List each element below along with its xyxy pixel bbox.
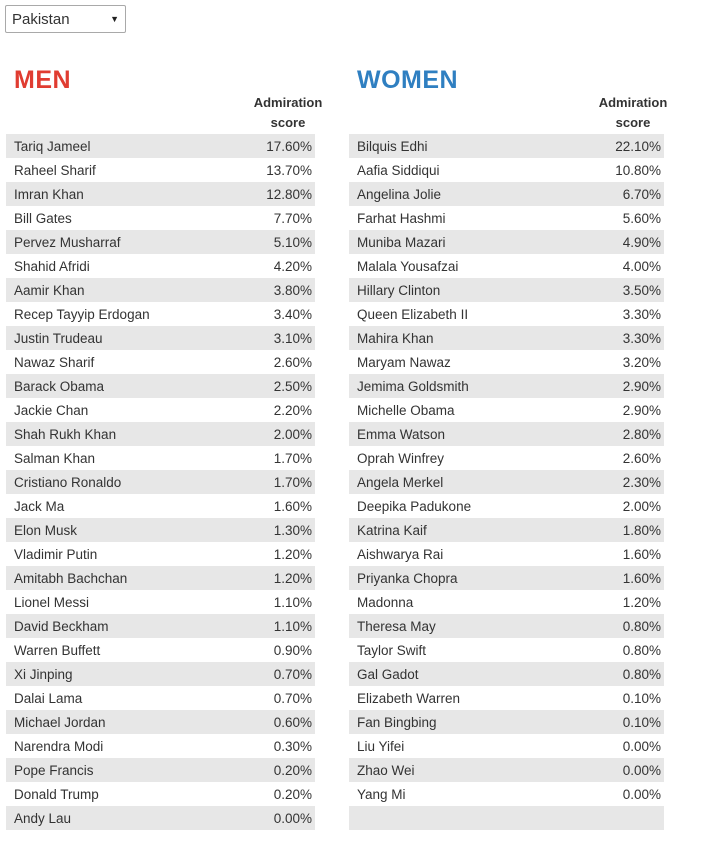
table-row xyxy=(349,446,664,470)
table-row xyxy=(349,542,664,566)
admiration-score: 2.90% xyxy=(622,402,661,418)
table-row xyxy=(6,590,315,614)
admiration-score: 2.80% xyxy=(622,426,661,442)
table-row xyxy=(6,422,315,446)
women-table xyxy=(349,134,664,830)
person-name: Maryam Nawaz xyxy=(357,354,451,370)
women-score-header-line1: Admiration xyxy=(598,95,668,110)
table-row xyxy=(349,206,664,230)
admiration-score: 4.20% xyxy=(273,258,312,274)
person-name: Shahid Afridi xyxy=(14,258,90,274)
table-row xyxy=(6,638,315,662)
person-name: Jack Ma xyxy=(14,498,65,514)
person-name: Justin Trudeau xyxy=(14,330,103,346)
person-name: Emma Watson xyxy=(357,426,446,442)
person-name: Taylor Swift xyxy=(357,642,427,658)
table-row xyxy=(6,734,315,758)
table-row xyxy=(349,158,664,182)
men-score-header-line1: Admiration xyxy=(253,95,323,110)
admiration-score: 7.70% xyxy=(273,210,312,226)
table-row xyxy=(6,254,315,278)
admiration-score: 0.80% xyxy=(622,666,661,682)
admiration-score: 0.10% xyxy=(622,714,661,730)
table-row xyxy=(6,230,315,254)
person-name: Narendra Modi xyxy=(14,738,104,754)
person-name: Queen Elizabeth II xyxy=(357,306,469,322)
person-name: Michelle Obama xyxy=(357,402,455,418)
person-name: Nawaz Sharif xyxy=(14,354,95,370)
table-row xyxy=(6,158,315,182)
admiration-score: 1.70% xyxy=(273,474,312,490)
person-name: Jemima Goldsmith xyxy=(357,378,469,394)
admiration-score: 3.40% xyxy=(273,306,312,322)
admiration-score: 2.60% xyxy=(622,450,661,466)
person-name: Theresa May xyxy=(357,618,436,634)
person-name: Shah Rukh Khan xyxy=(14,426,117,442)
person-name: Bilquis Edhi xyxy=(357,138,428,154)
table-row xyxy=(349,590,664,614)
person-name: Madonna xyxy=(357,594,414,610)
person-name: Amitabh Bachchan xyxy=(14,570,128,586)
person-name: Liu Yifei xyxy=(357,738,405,754)
person-name: Angela Merkel xyxy=(357,474,444,490)
table-row xyxy=(6,182,315,206)
women-score-header xyxy=(588,93,678,133)
table-row xyxy=(349,182,664,206)
admiration-score: 0.60% xyxy=(273,714,312,730)
person-name: Elon Musk xyxy=(14,522,78,538)
table-row xyxy=(349,734,664,758)
table-row xyxy=(6,374,315,398)
table-row xyxy=(6,758,315,782)
admiration-score: 12.80% xyxy=(266,186,312,202)
table-row xyxy=(6,302,315,326)
table-row xyxy=(6,134,315,158)
person-name: Pervez Musharraf xyxy=(14,234,121,250)
person-name: Yang Mi xyxy=(357,786,406,802)
admiration-score: 3.10% xyxy=(273,330,312,346)
admiration-score: 1.80% xyxy=(622,522,661,538)
admiration-score: 0.00% xyxy=(273,810,312,826)
table-row xyxy=(349,662,664,686)
table-row xyxy=(349,782,664,806)
person-name: Lionel Messi xyxy=(14,594,90,610)
table-row xyxy=(349,374,664,398)
admiration-score: 1.10% xyxy=(273,618,312,634)
admiration-score: 0.80% xyxy=(622,642,661,658)
table-row xyxy=(349,326,664,350)
table-row xyxy=(6,206,315,230)
table-row xyxy=(349,686,664,710)
table-row xyxy=(6,446,315,470)
table-row xyxy=(349,806,664,830)
person-name: Fan Bingbing xyxy=(357,714,437,730)
admiration-score: 0.00% xyxy=(622,786,661,802)
person-name: Elizabeth Warren xyxy=(357,690,461,706)
table-row xyxy=(6,278,315,302)
person-name: Salman Khan xyxy=(14,450,96,466)
person-name: Aafia Siddiqui xyxy=(357,162,440,178)
person-name: Mahira Khan xyxy=(357,330,434,346)
person-name: Imran Khan xyxy=(14,186,84,202)
person-name: Aishwarya Rai xyxy=(357,546,444,562)
admiration-score: 2.00% xyxy=(273,426,312,442)
admiration-score: 2.00% xyxy=(622,498,661,514)
admiration-score: 0.70% xyxy=(273,690,312,706)
admiration-score: 1.30% xyxy=(273,522,312,538)
admiration-score: 4.00% xyxy=(622,258,661,274)
person-name: Andy Lau xyxy=(14,810,72,826)
person-name: Gal Gadot xyxy=(357,666,419,682)
table-row xyxy=(6,542,315,566)
table-row xyxy=(349,278,664,302)
admiration-score: 13.70% xyxy=(266,162,312,178)
person-name: Dalai Lama xyxy=(14,690,83,706)
person-name: Priyanka Chopra xyxy=(357,570,458,586)
person-name: Pope Francis xyxy=(14,762,94,778)
admiration-score: 2.60% xyxy=(273,354,312,370)
person-name: Recep Tayyip Erdogan xyxy=(14,306,150,322)
admiration-score: 3.50% xyxy=(622,282,661,298)
admiration-score: 5.10% xyxy=(273,234,312,250)
admiration-score: 2.20% xyxy=(273,402,312,418)
table-row xyxy=(349,494,664,518)
admiration-score: 4.90% xyxy=(622,234,661,250)
admiration-score: 10.80% xyxy=(615,162,661,178)
admiration-score: 0.70% xyxy=(273,666,312,682)
admiration-score: 3.80% xyxy=(273,282,312,298)
table-row xyxy=(6,806,315,830)
person-name: Farhat Hashmi xyxy=(357,210,446,226)
men-score-header-line2: score xyxy=(270,115,306,130)
admiration-score: 1.60% xyxy=(622,546,661,562)
table-row xyxy=(349,134,664,158)
women-title: WOMEN xyxy=(357,66,459,94)
person-name: Vladimir Putin xyxy=(14,546,98,562)
women-score-header-line2: score xyxy=(615,115,651,130)
table-row xyxy=(349,566,664,590)
person-name: Cristiano Ronaldo xyxy=(14,474,122,490)
table-row xyxy=(6,782,315,806)
person-name: Hillary Clinton xyxy=(357,282,441,298)
admiration-score: 2.90% xyxy=(622,378,661,394)
admiration-score: 0.10% xyxy=(622,690,661,706)
table-row xyxy=(6,494,315,518)
admiration-score: 1.60% xyxy=(273,498,312,514)
admiration-score: 3.30% xyxy=(622,330,661,346)
person-name: Deepika Padukone xyxy=(357,498,472,514)
admiration-score: 0.30% xyxy=(273,738,312,754)
person-name: David Beckham xyxy=(14,618,109,634)
person-name: Zhao Wei xyxy=(357,762,415,778)
admiration-score: 3.30% xyxy=(622,306,661,322)
admiration-score: 2.50% xyxy=(273,378,312,394)
admiration-score: 0.00% xyxy=(622,762,661,778)
table-row xyxy=(6,686,315,710)
person-name: Michael Jordan xyxy=(14,714,106,730)
table-row xyxy=(349,302,664,326)
admiration-score: 3.20% xyxy=(622,354,661,370)
admiration-score: 6.70% xyxy=(622,186,661,202)
table-row xyxy=(6,398,315,422)
table-row xyxy=(349,254,664,278)
table-row xyxy=(6,710,315,734)
person-name: Oprah Winfrey xyxy=(357,450,445,466)
table-row xyxy=(6,566,315,590)
admiration-score: 2.30% xyxy=(622,474,661,490)
person-name: Malala Yousafzai xyxy=(357,258,459,274)
person-name: Bill Gates xyxy=(14,210,72,226)
person-name: Angelina Jolie xyxy=(357,186,442,202)
admiration-score: 1.20% xyxy=(622,594,661,610)
table-row xyxy=(6,614,315,638)
table-row xyxy=(6,350,315,374)
table-row xyxy=(349,614,664,638)
dropdown-arrow-icon: ▼ xyxy=(110,14,119,24)
person-name: Tariq Jameel xyxy=(14,138,91,154)
person-name: Donald Trump xyxy=(14,786,99,802)
table-row xyxy=(349,470,664,494)
table-row xyxy=(349,518,664,542)
admiration-score: 1.20% xyxy=(273,570,312,586)
table-row xyxy=(6,662,315,686)
admiration-score: 5.60% xyxy=(622,210,661,226)
table-row xyxy=(349,638,664,662)
men-score-header xyxy=(243,93,333,133)
admiration-score: 17.60% xyxy=(266,138,312,154)
table-row xyxy=(349,398,664,422)
admiration-score: 1.20% xyxy=(273,546,312,562)
person-name: Aamir Khan xyxy=(14,282,85,298)
person-name: Jackie Chan xyxy=(14,402,89,418)
person-name: Katrina Kaif xyxy=(357,522,427,538)
table-row xyxy=(6,326,315,350)
person-name: Raheel Sharif xyxy=(14,162,96,178)
table-row xyxy=(349,710,664,734)
admiration-score: 22.10% xyxy=(615,138,661,154)
admiration-score: 1.60% xyxy=(622,570,661,586)
person-name: Barack Obama xyxy=(14,378,105,394)
admiration-score: 1.70% xyxy=(273,450,312,466)
person-name: Muniba Mazari xyxy=(357,234,446,250)
table-row xyxy=(6,518,315,542)
table-row xyxy=(349,758,664,782)
country-select-value: Pakistan xyxy=(12,10,70,28)
person-name: Warren Buffett xyxy=(14,642,101,658)
table-row xyxy=(6,470,315,494)
table-row xyxy=(349,422,664,446)
country-select[interactable] xyxy=(5,5,126,33)
table-row xyxy=(349,350,664,374)
admiration-score: 0.20% xyxy=(273,762,312,778)
admiration-score: 1.10% xyxy=(273,594,312,610)
admiration-score: 0.80% xyxy=(622,618,661,634)
person-name: Xi Jinping xyxy=(14,666,73,682)
admiration-score: 0.20% xyxy=(273,786,312,802)
admiration-score: 0.00% xyxy=(622,738,661,754)
men-table xyxy=(6,134,315,830)
men-title: MEN xyxy=(14,66,72,94)
admiration-score: 0.90% xyxy=(273,642,312,658)
table-row xyxy=(349,230,664,254)
